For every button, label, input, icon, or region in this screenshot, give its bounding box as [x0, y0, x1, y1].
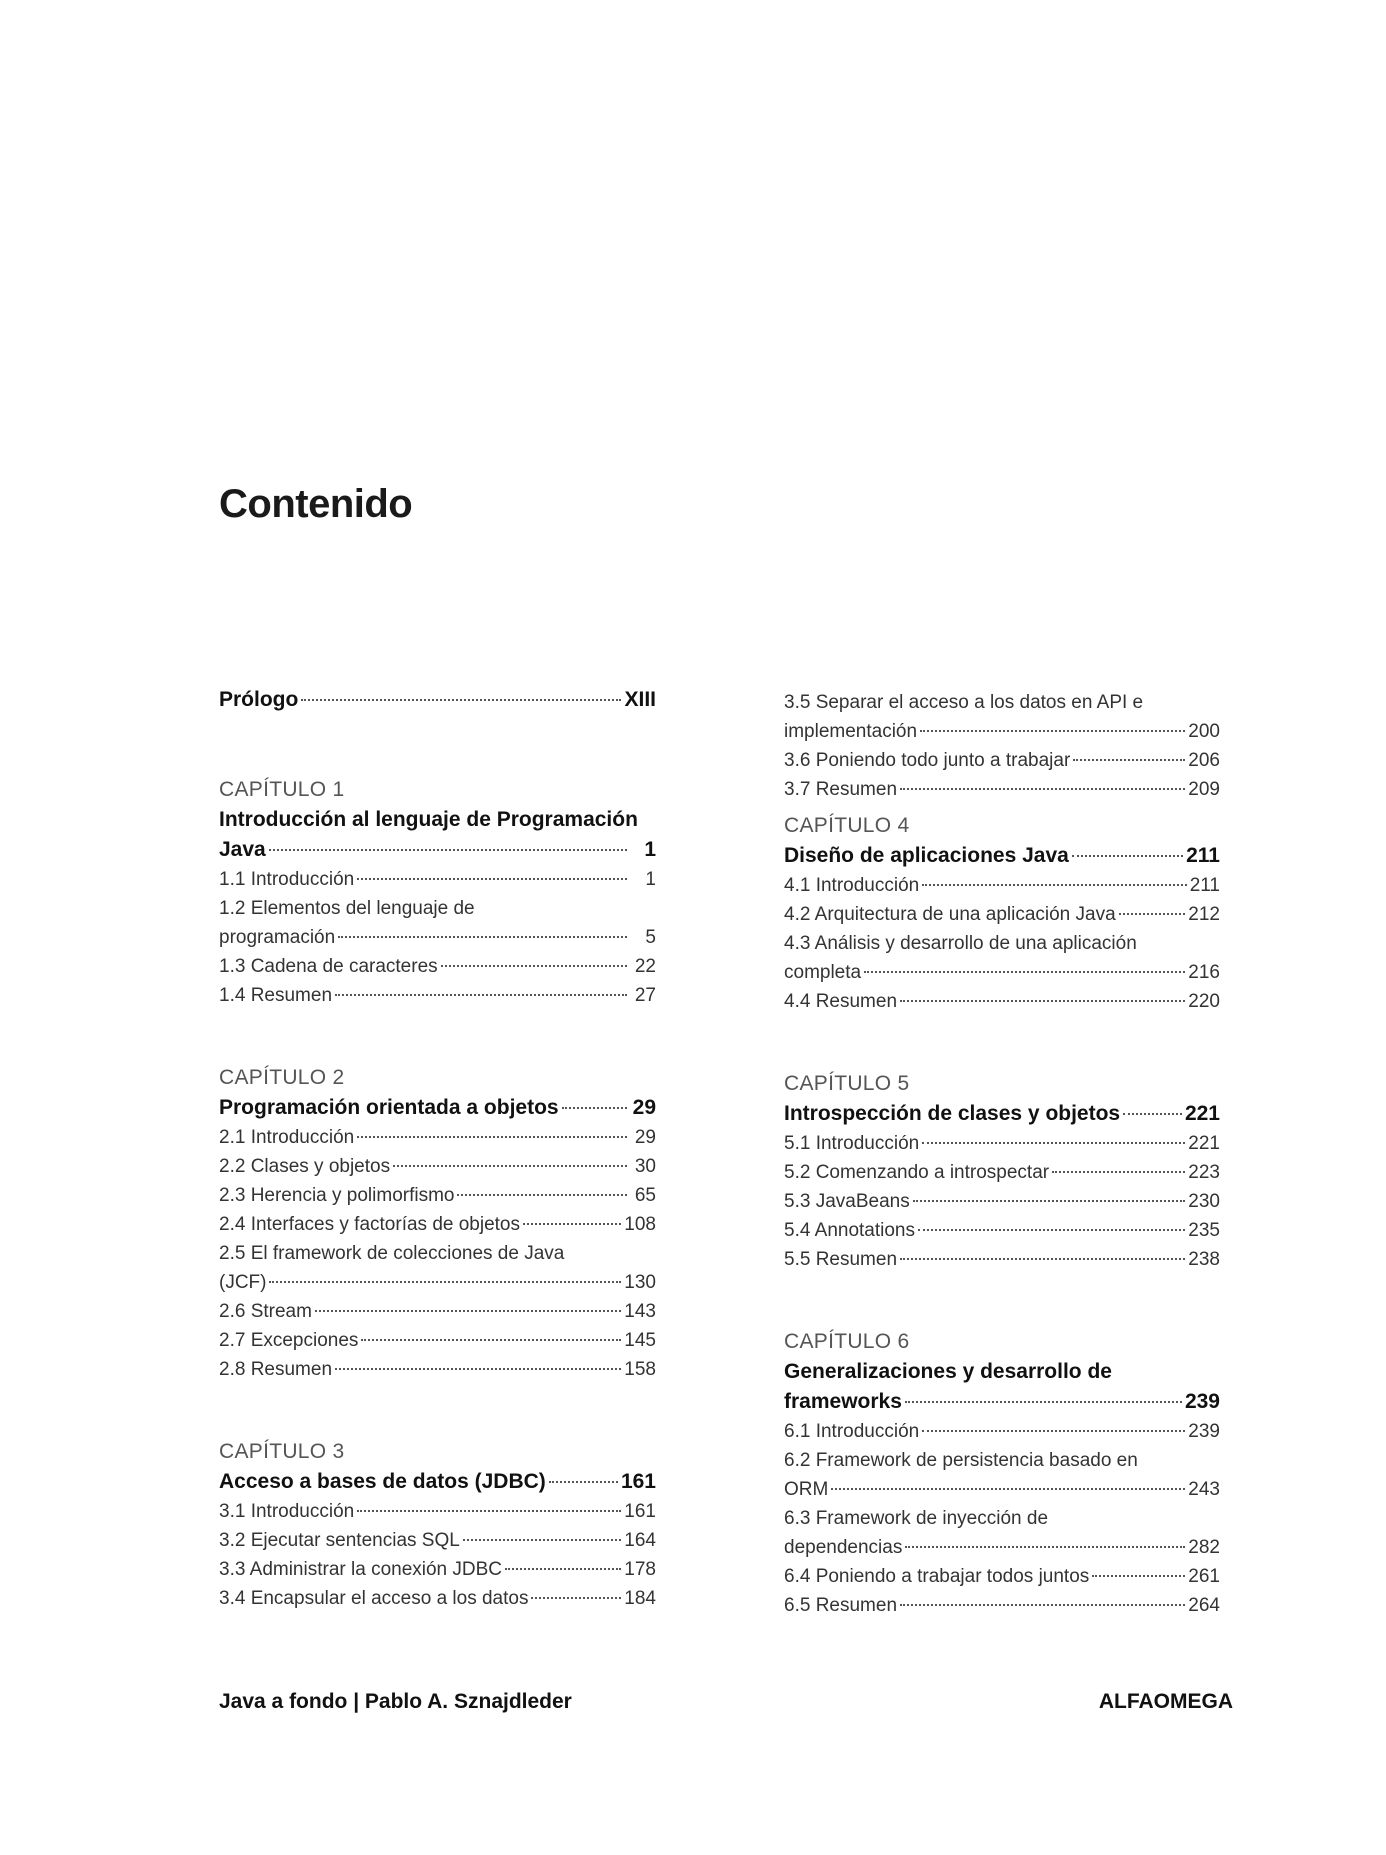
toc-entry-2-6[interactable] [219, 1297, 656, 1326]
entry-title: frameworks [784, 1390, 902, 1413]
leader-dots [315, 1310, 621, 1312]
chapter-label: CAPÍTULO 5 [784, 1072, 910, 1095]
entry-page: 264 [1188, 1595, 1220, 1616]
toc-entry-chapter-5[interactable] [784, 1099, 1220, 1129]
entry-title: 3.2 Ejecutar sentencias SQL [219, 1530, 460, 1551]
toc-entry-2-8[interactable] [219, 1355, 656, 1384]
entry-title: 2.2 Clases y objetos [219, 1156, 391, 1177]
leader-dots [913, 1200, 1186, 1202]
toc-entry-3-1[interactable] [219, 1497, 656, 1526]
entry-page: 239 [1184, 1390, 1220, 1413]
leader-dots [864, 971, 1185, 973]
entry-page: 184 [624, 1588, 656, 1609]
toc-entry-3-6[interactable] [784, 746, 1220, 775]
entry-page: 143 [624, 1301, 656, 1322]
entry-page: 221 [1188, 1133, 1220, 1154]
toc-entry-chapter-1[interactable] [219, 835, 656, 865]
toc-entry-6-4[interactable] [784, 1562, 1220, 1591]
entry-title: completa [784, 962, 862, 983]
entry-page: 261 [1188, 1566, 1220, 1587]
entry-title-line: 4.3 Análisis y desarrollo de una aplicación [784, 933, 1137, 954]
leader-dots [361, 1339, 621, 1341]
entry-title: 5.2 Comenzando a introspectar [784, 1162, 1050, 1183]
leader-dots [831, 1488, 1185, 1490]
toc-entry-2-2[interactable] [219, 1152, 656, 1181]
page-title: Contenido [219, 482, 413, 526]
leader-dots [357, 1136, 627, 1138]
leader-dots [922, 884, 1187, 886]
entry-title: programación [219, 927, 336, 948]
entry-page: 161 [624, 1501, 656, 1522]
toc-entry-chapter-3[interactable] [219, 1467, 656, 1497]
leader-dots [531, 1597, 621, 1599]
leader-dots [1073, 759, 1185, 761]
entry-title: 1.1 Introducción [219, 869, 355, 890]
entry-page: 221 [1184, 1102, 1220, 1125]
toc-entry-1-4[interactable] [219, 981, 656, 1010]
footer-publisher: ALFAOMEGA [1098, 1690, 1233, 1713]
entry-title-line: 3.5 Separar el acceso a los datos en API e [784, 692, 1144, 713]
toc-entry-4-3[interactable] [784, 958, 1220, 987]
chapter-label: CAPÍTULO 4 [784, 814, 910, 837]
leader-dots [335, 1368, 621, 1370]
leader-dots [357, 878, 627, 880]
entry-title: 3.1 Introducción [219, 1501, 355, 1522]
entry-page: 22 [634, 956, 656, 977]
toc-right-column [784, 688, 1220, 1620]
toc-entry-2-3[interactable] [219, 1181, 656, 1210]
page-footer [219, 1690, 1233, 1714]
toc-entry-5-3[interactable] [784, 1187, 1220, 1216]
toc-entry-5-1[interactable] [784, 1129, 1220, 1158]
chapter-label: CAPÍTULO 1 [219, 778, 345, 801]
chapter-1 [219, 775, 656, 1010]
chapter-title-line: Generalizaciones y desarrollo de [784, 1360, 1112, 1383]
entry-title: 5.1 Introducción [784, 1133, 920, 1154]
entry-title: 5.4 Annotations [784, 1220, 915, 1241]
entry-page: 211 [1186, 844, 1220, 867]
leader-dots [918, 1229, 1185, 1231]
entry-page: XIII [624, 688, 656, 711]
entry-page: 161 [620, 1470, 656, 1493]
toc-entry-6-5[interactable] [784, 1591, 1220, 1620]
chapter-label: CAPÍTULO 6 [784, 1330, 910, 1353]
chapter-5 [784, 1069, 1220, 1274]
leader-dots [900, 1000, 1185, 1002]
toc-left-column [219, 685, 656, 1613]
entry-title: dependencias [784, 1537, 903, 1558]
leader-dots [505, 1568, 621, 1570]
leader-dots [357, 1510, 621, 1512]
entry-page: 130 [624, 1272, 656, 1293]
chapter-2 [219, 1063, 656, 1384]
toc-entry-prologo[interactable] [219, 685, 656, 715]
toc-entry-1-2[interactable] [219, 923, 656, 952]
toc-entry-5-5[interactable] [784, 1245, 1220, 1274]
entry-title: 1.4 Resumen [219, 985, 333, 1006]
chapter-3 [219, 1437, 656, 1613]
entry-title: 6.1 Introducción [784, 1421, 920, 1442]
entry-title: Acceso a bases de datos (JDBC) [219, 1470, 546, 1493]
toc-entry-5-2[interactable] [784, 1158, 1220, 1187]
toc-entry-3-2[interactable] [219, 1526, 656, 1555]
entry-page: 27 [634, 985, 656, 1006]
toc-entry-2-4[interactable] [219, 1210, 656, 1239]
chapter-3-continued [784, 688, 1220, 804]
entry-title: (JCF) [219, 1272, 267, 1293]
toc-entry-2-5[interactable] [219, 1268, 656, 1297]
entry-title: 2.6 Stream [219, 1301, 312, 1322]
toc-entry-3-4[interactable] [219, 1584, 656, 1613]
toc-entry-chapter-6[interactable] [784, 1387, 1220, 1417]
leader-dots [922, 1142, 1185, 1144]
leader-dots [905, 1401, 1182, 1403]
toc-entry-1-1[interactable] [219, 865, 656, 894]
entry-page: 220 [1188, 991, 1220, 1012]
entry-title-line: 6.2 Framework de persistencia basado en [784, 1450, 1138, 1471]
entry-title: 4.2 Arquitectura de una aplicación Java [784, 904, 1116, 925]
leader-dots [441, 965, 627, 967]
leader-dots [269, 1281, 621, 1283]
chapter-label: CAPÍTULO 3 [219, 1440, 345, 1463]
entry-title-line: 6.3 Framework de inyección de [784, 1508, 1049, 1529]
toc-entry-1-3[interactable] [219, 952, 656, 981]
entry-page: 5 [645, 927, 656, 948]
entry-page: 108 [624, 1214, 656, 1235]
toc-entry-4-2[interactable] [784, 900, 1220, 929]
entry-title: 3.7 Resumen [784, 779, 898, 800]
entry-page: 243 [1188, 1479, 1220, 1500]
entry-title: 2.1 Introducción [219, 1127, 355, 1148]
toc-entry-3-7[interactable] [784, 775, 1220, 804]
leader-dots [463, 1539, 621, 1541]
entry-title: 2.7 Excepciones [219, 1330, 359, 1351]
entry-page: 1 [644, 838, 656, 861]
leader-dots [900, 1604, 1185, 1606]
leader-dots [900, 1258, 1185, 1260]
entry-page: 178 [624, 1559, 656, 1580]
leader-dots [269, 849, 627, 851]
leader-dots [549, 1481, 618, 1483]
entry-title: Introspección de clases y objetos [784, 1102, 1121, 1125]
entry-page: 235 [1188, 1220, 1220, 1241]
leader-dots [920, 730, 1185, 732]
entry-title: 1.3 Cadena de caracteres [219, 956, 438, 977]
entry-title: ORM [784, 1479, 829, 1500]
entry-page: 239 [1188, 1421, 1220, 1442]
entry-page: 1 [645, 869, 656, 890]
entry-title: 2.8 Resumen [219, 1359, 333, 1380]
entry-page: 145 [624, 1330, 656, 1351]
entry-title: 3.3 Administrar la conexión JDBC [219, 1559, 503, 1580]
toc-entry-5-4[interactable] [784, 1216, 1220, 1245]
toc-entry-2-1[interactable] [219, 1123, 656, 1152]
leader-dots [1123, 1113, 1182, 1115]
entry-title: 2.4 Interfaces y factorías de objetos [219, 1214, 521, 1235]
leader-dots [900, 788, 1185, 790]
entry-page: 158 [624, 1359, 656, 1380]
toc-entry-4-1[interactable] [784, 871, 1220, 900]
entry-page: 282 [1188, 1537, 1220, 1558]
toc-entry-2-7[interactable] [219, 1326, 656, 1355]
toc-entry-4-4[interactable] [784, 987, 1220, 1016]
entry-title: 2.3 Herencia y polimorfismo [219, 1185, 455, 1206]
leader-dots [905, 1546, 1185, 1548]
entry-page: 230 [1188, 1191, 1220, 1212]
chapter-4 [784, 811, 1220, 1016]
chapter-6 [784, 1327, 1220, 1620]
entry-page: 212 [1188, 904, 1220, 925]
leader-dots [1052, 1171, 1185, 1173]
toc-entry-6-2[interactable] [784, 1475, 1220, 1504]
entry-title: 6.4 Poniendo a trabajar todos juntos [784, 1566, 1090, 1587]
entry-title: 4.4 Resumen [784, 991, 898, 1012]
entry-title: 3.6 Poniendo todo junto a trabajar [784, 750, 1071, 771]
entry-title: 5.3 JavaBeans [784, 1191, 910, 1212]
toc-entry-6-1[interactable] [784, 1417, 1220, 1446]
entry-page: 29 [634, 1127, 656, 1148]
entry-title: implementación [784, 721, 918, 742]
chapter-label: CAPÍTULO 2 [219, 1066, 345, 1089]
leader-dots [338, 936, 627, 938]
toc-entry-chapter-4[interactable] [784, 841, 1220, 871]
entry-page: 30 [634, 1156, 656, 1177]
entry-title: Java [219, 838, 266, 861]
entry-page: 65 [634, 1185, 656, 1206]
leader-dots [1119, 913, 1186, 915]
leader-dots [393, 1165, 627, 1167]
entry-title-line: 1.2 Elementos del lenguaje de [219, 898, 475, 919]
leader-dots [301, 699, 621, 701]
toc-entry-3-3[interactable] [219, 1555, 656, 1584]
toc-entry-3-5[interactable] [784, 717, 1220, 746]
entry-title-line: 2.5 El framework de colecciones de Java [219, 1243, 565, 1264]
entry-title: 5.5 Resumen [784, 1249, 898, 1270]
entry-title: Prólogo [219, 688, 299, 711]
toc-entry-6-3[interactable] [784, 1533, 1220, 1562]
entry-page: 206 [1188, 750, 1220, 771]
toc-entry-chapter-2[interactable] [219, 1093, 656, 1123]
leader-dots [1072, 855, 1183, 857]
entry-page: 216 [1188, 962, 1220, 983]
chapter-title-line: Introducción al lenguaje de Programación [219, 808, 638, 831]
leader-dots [523, 1223, 621, 1225]
entry-page: 209 [1188, 779, 1220, 800]
entry-title: 3.4 Encapsular el acceso a los datos [219, 1588, 529, 1609]
entry-page: 200 [1188, 721, 1220, 742]
entry-title: Diseño de aplicaciones Java [784, 844, 1069, 867]
footer-book-credit: Java a fondo | Pablo A. Sznajdleder [219, 1690, 572, 1713]
entry-page: 29 [632, 1096, 656, 1119]
leader-dots [562, 1107, 627, 1109]
leader-dots [922, 1430, 1185, 1432]
entry-page: 223 [1188, 1162, 1220, 1183]
entry-title: 6.5 Resumen [784, 1595, 898, 1616]
entry-title: 4.1 Introducción [784, 875, 920, 896]
entry-page: 164 [624, 1530, 656, 1551]
entry-title: Programación orientada a objetos [219, 1096, 559, 1119]
leader-dots [335, 994, 627, 996]
entry-page: 211 [1189, 875, 1220, 896]
leader-dots [457, 1194, 627, 1196]
leader-dots [1092, 1575, 1185, 1577]
entry-page: 238 [1188, 1249, 1220, 1270]
